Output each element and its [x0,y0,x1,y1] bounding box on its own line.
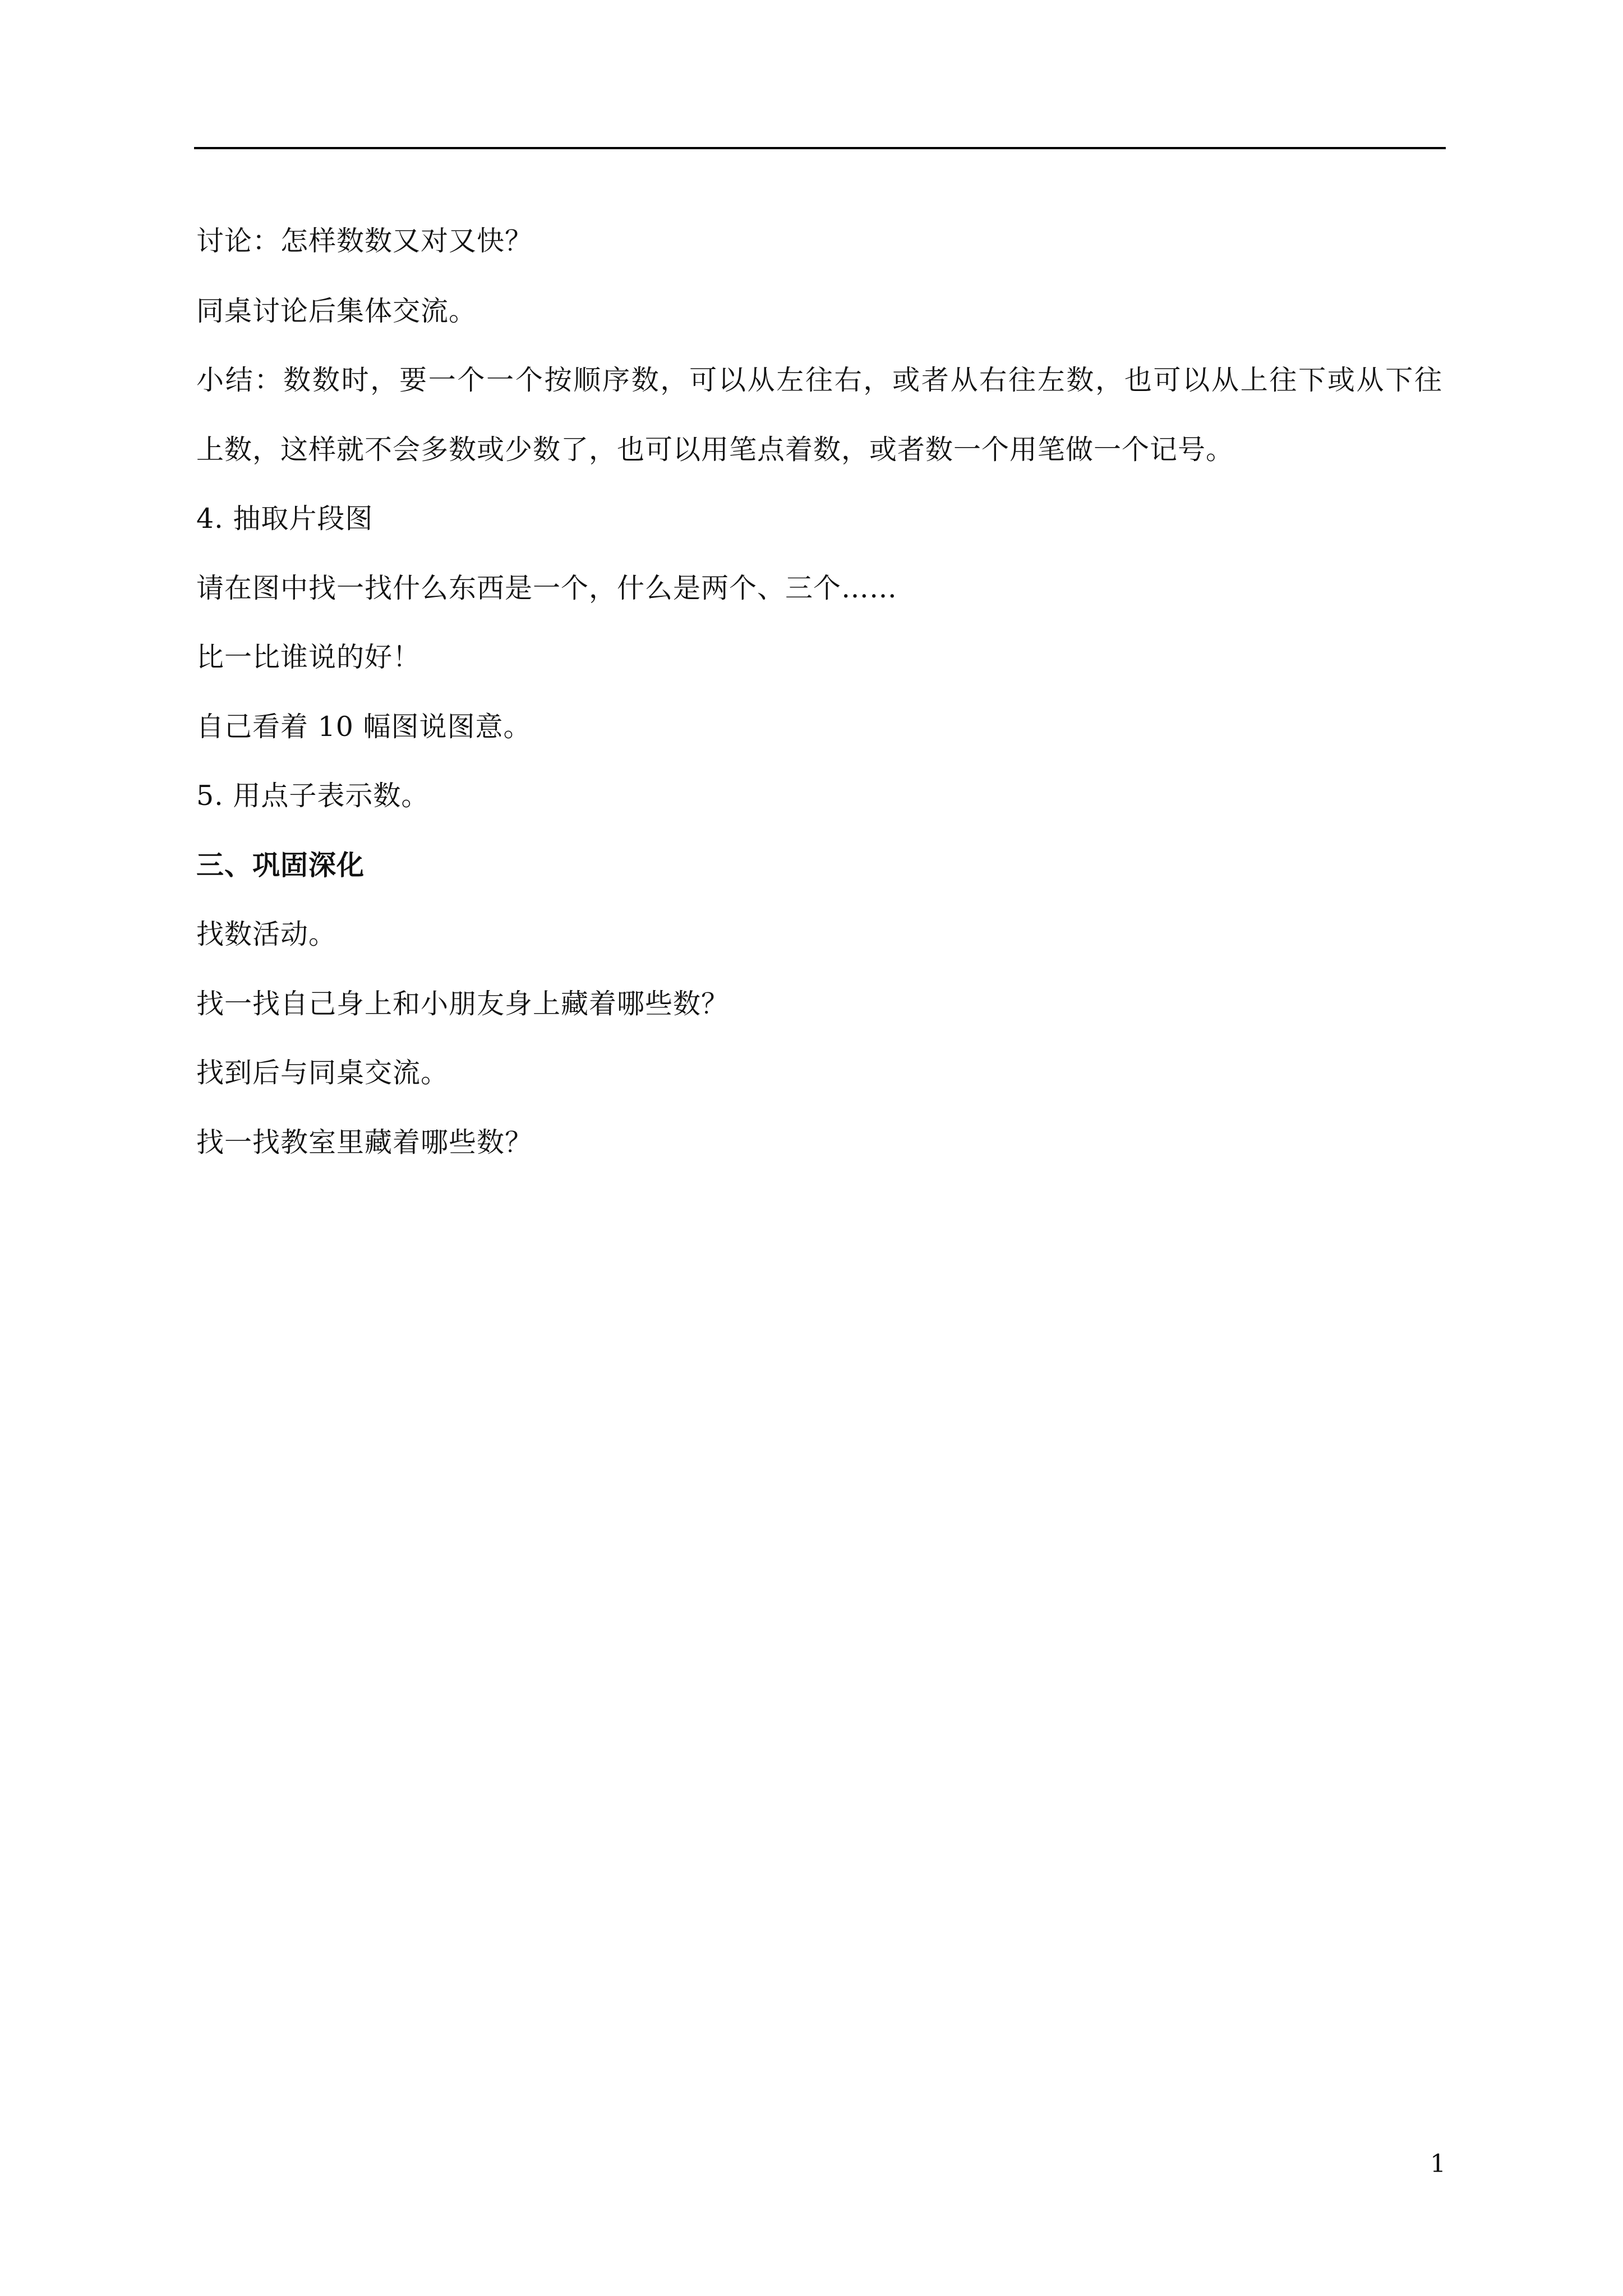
paragraph-line: 找数活动。 [196,918,337,950]
paragraph-line: 自己看着 10 幅图说图意。 [196,711,532,743]
header-rule [194,147,1446,149]
paragraph-line: 请在图中找一找什么东西是一个，什么是两个、三个…… [196,572,898,604]
page-number: 1 [1430,2150,1446,2178]
paragraph-line: 找一找自己身上和小朋友身上藏着哪些数？ [196,988,730,1020]
summary-line: 小结：数数时，要一个一个按顺序数，可以从左往右，或者从右往左数，也可以从上往下或从下往 [196,364,1442,396]
discussion-question: 讨论：怎样数数又对又快？ [196,225,533,257]
paragraph-line: 找一找教室里藏着哪些数？ [196,1126,533,1158]
paragraph-line: 找到后与同桌交流。 [196,1057,449,1089]
section-item-5: 5. 用点子表示数。 [196,780,430,812]
paragraph-line: 同桌讨论后集体交流。 [196,295,477,327]
paragraph-line: 比一比谁说的好！ [196,641,421,673]
section-item-4: 4. 抽取片段图 [196,503,374,535]
section-heading: 三、巩固深化 [196,849,365,881]
summary-continuation: 上数，这样就不会多数或少数了，也可以用笔点着数，或者数一个用笔做一个记号。 [196,434,1234,466]
